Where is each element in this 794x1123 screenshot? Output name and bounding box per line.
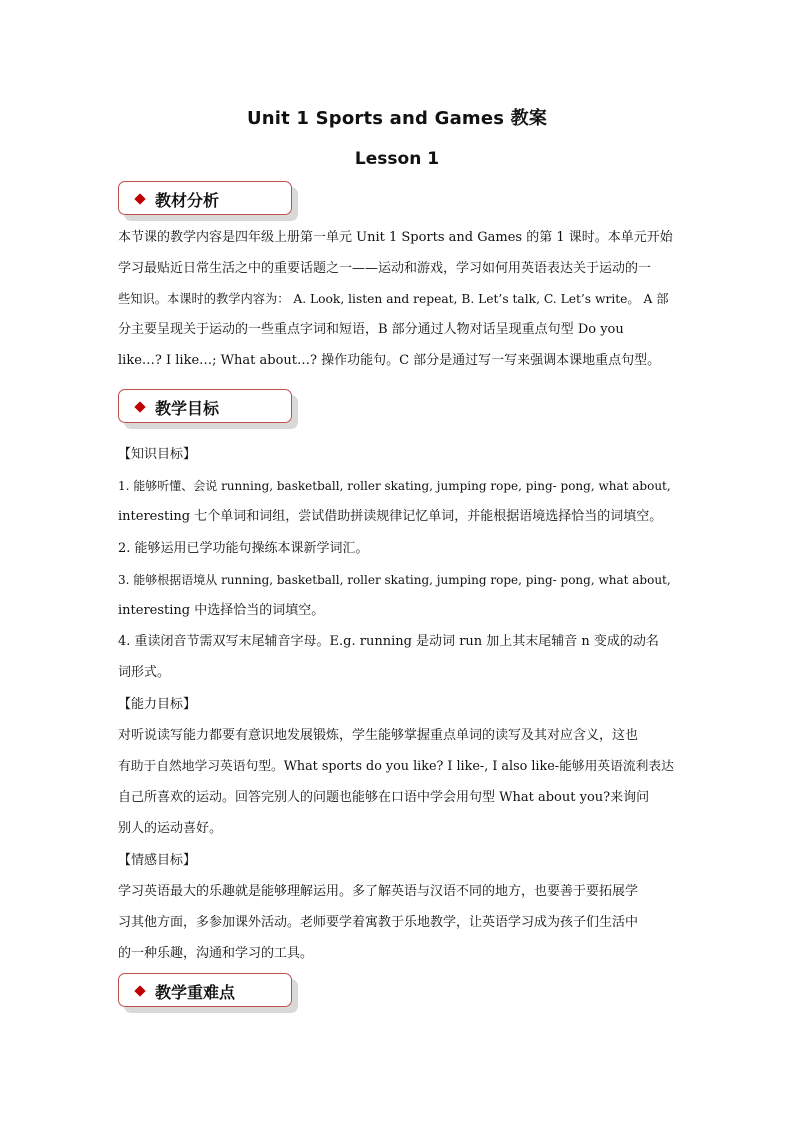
ability-goal-line: 别人的运动喜好。 [118, 821, 223, 836]
ability-goal-line: 有助于自然地学习英语句型。What sports do you like? I like-, I also like-能够用英语流利表达 [118, 759, 674, 774]
emotion-goals-heading: 【情感目标】 [118, 853, 197, 868]
section-header-teaching-goals [118, 389, 298, 429]
section-header-textbook-analysis [118, 181, 298, 221]
section-header-box [118, 181, 292, 215]
diamond-bullet-icon [134, 985, 145, 996]
knowledge-goals-heading: 【知识目标】 [118, 447, 197, 462]
lesson-subtitle: Lesson 1 [354, 149, 440, 169]
ability-goal-line: 自己所喜欢的运动。回答完别人的问题也能够在口语中学会用句型 What about you?来询问 [118, 790, 650, 805]
knowledge-goal-line: interesting 七个单词和词组，尝试借助拼读规律记忆单词，并能根据语境选择恰当的词填空。 [118, 509, 663, 524]
document-title: Unit 1 Sports and Games 教案 [246, 108, 548, 129]
paragraph-line: 些知识。本课时的教学内容为： A. Look, listen and repeat, B. Let’s talk, C. Let’s write。 A 部 [118, 292, 669, 306]
section-label: 教材分析 [155, 191, 220, 210]
section-label: 教学目标 [155, 399, 220, 418]
emotion-goal-line: 学习英语最大的乐趣就是能够理解运用。多了解英语与汉语不同的地方，也要善于要拓展学 [118, 884, 639, 899]
section-label: 教学重难点 [155, 983, 236, 1002]
paragraph-line: 本节课的教学内容是四年级上册第一单元 Unit 1 Sports and Games 的第 1 课时。本单元开始 [118, 230, 673, 245]
paragraph-line: like…? I like…; What about…? 操作功能句。C 部分是通过写一写来强调本课地重点句型。 [118, 353, 661, 368]
diamond-bullet-icon [134, 193, 145, 204]
knowledge-goal-line: 2. 能够运用已学功能句操练本课新学词汇。 [118, 541, 369, 556]
section-header-box [118, 389, 292, 423]
ability-goal-line: 对听说读写能力都要有意识地发展锻炼，学生能够掌握重点单词的读写及其对应含义，这也 [118, 728, 639, 743]
paragraph-line: 分主要呈现关于运动的一些重点字词和短语，B 部分通过人物对话呈现重点句型 Do you [118, 322, 624, 337]
section-header-box [118, 973, 292, 1007]
ability-goals-heading: 【能力目标】 [118, 697, 197, 712]
emotion-goal-line: 的一种乐趣，沟通和学习的工具。 [118, 946, 314, 961]
diamond-bullet-icon [134, 401, 145, 412]
knowledge-goal-line: 1. 能够听懂、会说 running, basketball, roller skating, jumping rope, ping- pong, what about, [118, 479, 671, 493]
knowledge-goal-line: interesting 中选择恰当的词填空。 [118, 603, 325, 618]
knowledge-goal-line: 4. 重读闭音节需双写末尾辅音字母。E.g. running 是动词 run 加上其末尾辅音 n 变成的动名 [118, 634, 659, 649]
emotion-goal-line: 习其他方面，多参加课外活动。老师要学着寓教于乐地教学，让英语学习成为孩子们生活中 [118, 915, 639, 930]
knowledge-goal-line: 词形式。 [118, 665, 171, 680]
section-header-key-difficulties [118, 973, 298, 1013]
knowledge-goal-line: 3. 能够根据语境从 running, basketball, roller skating, jumping rope, ping- pong, what about, [118, 573, 671, 587]
paragraph-line: 学习最贴近日常生活之中的重要话题之一——运动和游戏，学习如何用英语表达关于运动的一 [118, 261, 652, 276]
